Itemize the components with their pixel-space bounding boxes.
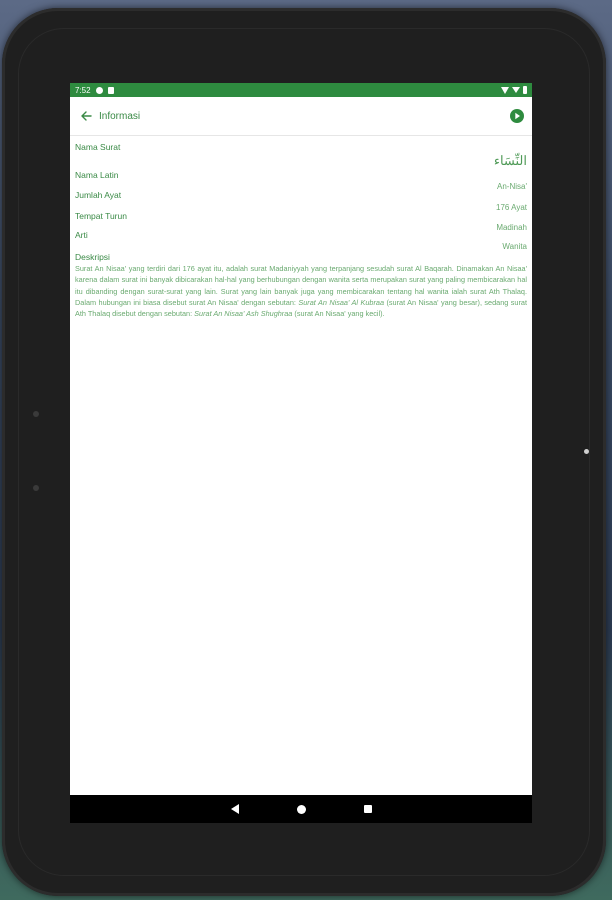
sensor-dot: [33, 411, 39, 417]
play-audio-icon[interactable]: [510, 109, 524, 123]
field-value: Wanita: [502, 242, 527, 251]
emphasis-text: Surat An Nisaa' Ash Shughraa: [194, 309, 293, 319]
field-deskripsi: [75, 252, 527, 319]
status-bar: [70, 83, 532, 97]
emphasis-text: Surat An Nisaa' Al Kubraa: [298, 297, 385, 307]
field-label: Nama Surat: [75, 142, 121, 152]
field-value: An-Nisa': [497, 182, 527, 191]
nav-home-icon[interactable]: [297, 805, 306, 814]
field-label: Jumlah Ayat: [75, 190, 122, 200]
field-value: Madinah: [496, 223, 527, 232]
page-title: Informasi: [99, 110, 141, 122]
battery-icon: [523, 86, 527, 94]
signal-icon: [512, 87, 520, 93]
description-text: Surat An Nisaa' yang terdiri dari 176 ayat itu, adalah surat Madaniyyah yang terpanjang sesudah surat Al Baqarah. Dinamakan An Nisaa' karena dalam surat ini banyak dibicarakan hal-hal yang berhubungan dengan wanita serta merupakan surat yang paling membicarakan hal itu dibanding dengan surat-surat yang lain. Surat yang lain banyak juga yang membicarakan tentang hal wanita ialah surat Ath Thalaq. Dalam hubungan ini biasa disebut surat An Nisaa' dengan sebutan: Surat An Nisaa' Al Kubraa (surat An Nisaa' yang besar), sedang surat Ath Thalaq disebut dengan sebutan: Surat An Nisaa' Ash Shughraa (surat An Nisaa' yang kecil).: [75, 264, 528, 319]
nav-recents-icon[interactable]: [364, 805, 372, 813]
camera-dot: [584, 449, 589, 454]
field-label: Deskripsi: [75, 252, 110, 262]
field-label: Arti: [75, 230, 88, 240]
device-screen: [70, 83, 532, 823]
back-arrow-icon[interactable]: [78, 108, 94, 124]
field-arti: [75, 230, 527, 251]
arabic-name: النِّسَاء: [493, 154, 527, 169]
field-nama-surat: [75, 142, 527, 169]
navigation-bar: [70, 795, 532, 823]
field-tempat-turun: [75, 211, 527, 232]
app-bar: [70, 97, 532, 136]
sync-icon: [96, 87, 103, 94]
info-content: [70, 136, 532, 319]
field-jumlah-ayat: [75, 190, 527, 212]
sensor-dot: [33, 485, 39, 491]
wifi-icon: [501, 87, 509, 94]
field-nama-latin: [75, 170, 527, 191]
field-label: Tempat Turun: [75, 211, 127, 221]
field-value: 176 Ayat: [496, 203, 527, 212]
status-time: 7:52: [75, 85, 91, 95]
field-label: Nama Latin: [75, 170, 119, 180]
nav-back-icon[interactable]: [231, 804, 239, 814]
sd-card-icon: [108, 87, 114, 94]
